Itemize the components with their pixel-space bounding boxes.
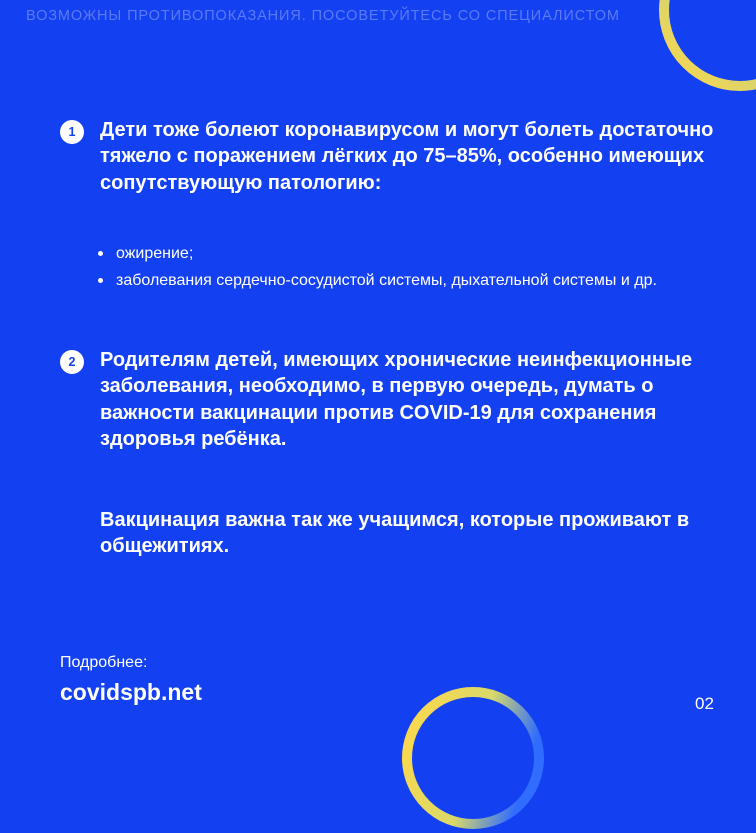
list-item: ожирение; xyxy=(98,240,658,267)
point-heading: Родителям детей, имеющих хронические неинфекционные заболевания, необходимо, в первую очередь, думать о важности вакцинации против COVID-19 для сохранения здоровья ребёнка. xyxy=(100,349,693,450)
decorative-ring-top xyxy=(655,0,756,95)
list-item: заболевания сердечно-сосудистой системы, дыхательной системы и др. xyxy=(98,267,658,294)
point-heading: Дети тоже болеют коронавирусом и могут болеть достаточно тяжело с поражением лёгких до 75–85%, особенно имеющих сопутствующую патологию: xyxy=(100,119,714,194)
point-number-badge: 2 xyxy=(60,350,84,374)
website-link[interactable]: covidspb.net xyxy=(60,679,202,705)
page-number: 02 xyxy=(695,694,714,713)
disclaimer-banner: ВОЗМОЖНЫ ПРОТИВОПОКАЗАНИЯ. ПОСОВЕТУЙТЕСЬ СО СПЕЦИАЛИСТОМ xyxy=(26,8,620,24)
decorative-ring-bottom xyxy=(398,683,548,833)
point-number-badge: 1 xyxy=(60,120,84,144)
more-info-label: Подробнее: xyxy=(60,654,148,671)
extra-note: Вакцинация важна так же учащимся, которые проживают в общежитиях. xyxy=(100,509,690,558)
condition-list xyxy=(98,240,658,294)
